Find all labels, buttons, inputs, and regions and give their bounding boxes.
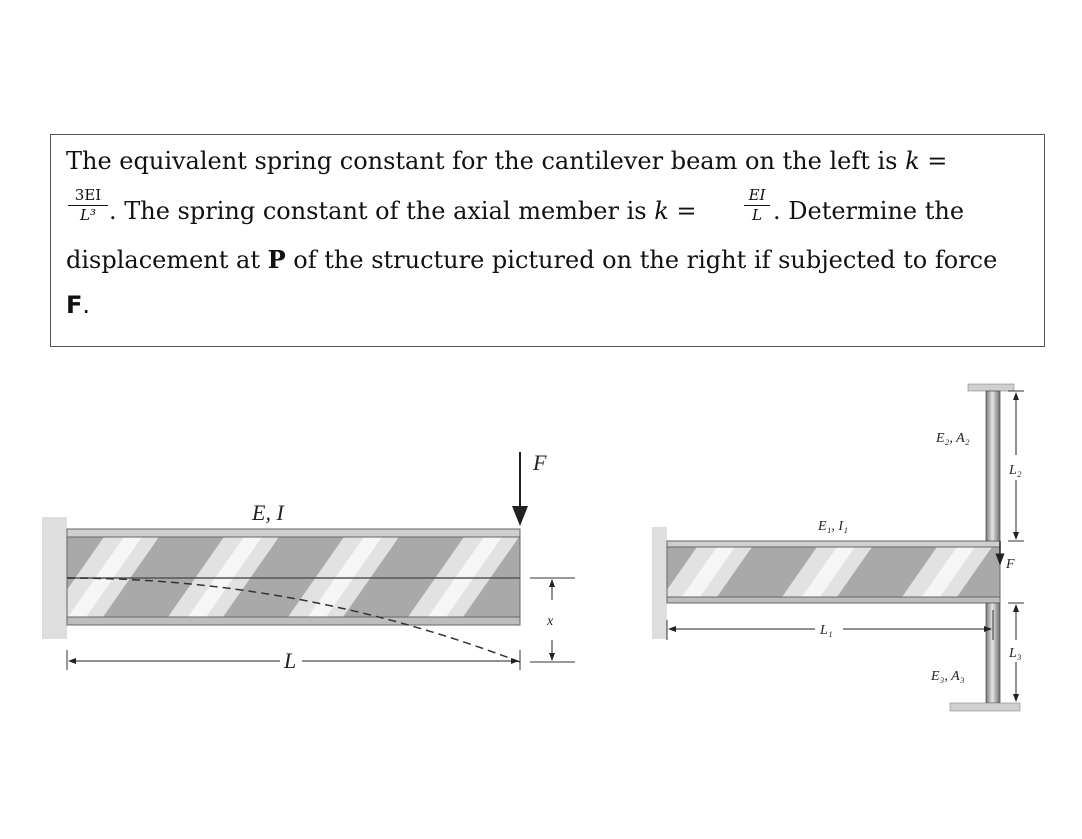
equals-sign: = — [919, 147, 948, 175]
cantilever-beam-figure — [42, 450, 575, 673]
k-symbol-2: k — [654, 197, 669, 225]
horizontal-beam — [667, 541, 1000, 603]
period: . — [82, 291, 91, 319]
label-E2-A2: E₂, A₂ — [936, 431, 970, 446]
label-L: L — [284, 648, 297, 673]
fraction-2-denominator: L — [752, 206, 762, 224]
label-L2: L₂ — [1009, 463, 1022, 478]
label-L3: L₃ — [1009, 646, 1022, 661]
label-E3-A3: E₃, A₃ — [931, 669, 965, 684]
label-E-I: E, I — [252, 500, 284, 525]
label-x: x — [547, 614, 554, 629]
label-E1-I1: E₁, I₁ — [818, 519, 848, 534]
upper-axial-rod — [986, 391, 1000, 541]
force-F: F — [66, 291, 83, 319]
fraction-1-denominator: L³ — [80, 206, 96, 224]
text-line-2-mid: . The spring constant of the axial member is — [109, 197, 655, 225]
top-support — [968, 384, 1014, 391]
fraction-1-numerator: 3EI — [74, 186, 102, 204]
cantilever-beam — [67, 529, 520, 625]
right-wall-support — [652, 527, 667, 639]
label-F-left: F — [533, 450, 547, 475]
text-line-2-end: . Determine the — [773, 197, 965, 225]
label-L1: L₁ — [820, 623, 833, 638]
beam-with-rods-figure — [652, 384, 1024, 711]
text-line-1: The equivalent spring constant for the cantilever beam on the left is — [66, 147, 906, 175]
fraction-2-numerator: EI — [748, 186, 766, 204]
equals-sign-2: = — [668, 197, 697, 225]
text-line-3-a: displacement at — [66, 246, 268, 274]
point-P: P — [267, 245, 286, 274]
bottom-support — [950, 703, 1020, 711]
text-line-3-b: of the structure pictured on the right if subjected to force — [285, 246, 998, 274]
label-F-right: F — [1006, 557, 1015, 572]
left-wall-support — [42, 517, 67, 639]
k-symbol: k — [905, 147, 920, 175]
